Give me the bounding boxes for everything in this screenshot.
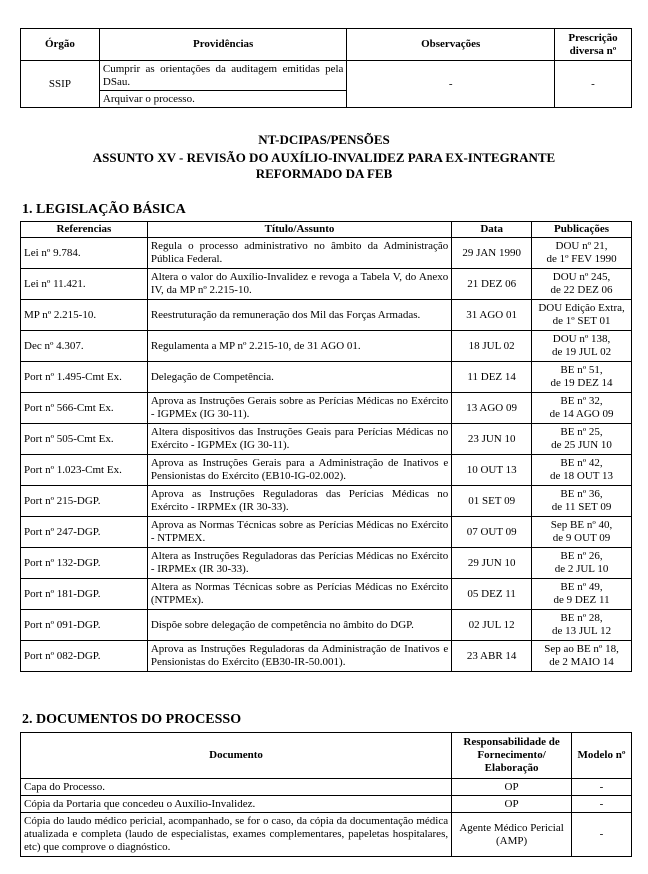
- publicacao-line-1: Sep BE nº 40,: [550, 519, 613, 531]
- table-row: [21, 424, 632, 455]
- publicacao-cell: [532, 517, 632, 548]
- referencia-cell: Port nº 132-DGP.: [21, 548, 148, 579]
- publicacao-line-2: de 25 JUN 10: [551, 439, 612, 451]
- table-row: [21, 300, 632, 331]
- publicacao-line-2: de 9 OUT 09: [552, 532, 611, 544]
- data-cell: 05 DEZ 11: [452, 579, 532, 610]
- table-row: [21, 269, 632, 300]
- referencia-cell: Port nº 082-DGP.: [21, 641, 148, 672]
- publicacao-line-1: BE nº 28,: [560, 612, 603, 624]
- publicacao-line-2: de 9 DEZ 11: [553, 594, 610, 606]
- publicacao-line-2: de 18 OUT 13: [550, 470, 614, 482]
- publicacao-line-1: BE nº 32,: [560, 395, 603, 407]
- table-row: [21, 486, 632, 517]
- table-row: [21, 331, 632, 362]
- header-data: Data: [452, 222, 532, 238]
- publicacao-line-2: de 2 MAIO 14: [549, 656, 614, 668]
- observacoes-cell: -: [347, 61, 555, 108]
- publicacao-line-1: DOU Edição Extra,: [538, 302, 625, 314]
- publicacao-cell: [532, 486, 632, 517]
- data-cell: 29 JUN 10: [452, 548, 532, 579]
- publicacao-cell: [532, 641, 632, 672]
- publicacao-cell: [532, 300, 632, 331]
- section2-title: 2. DOCUMENTOS DO PROCESSO: [22, 712, 242, 727]
- responsabilidade-cell: OP: [452, 779, 572, 796]
- table-row: [21, 362, 632, 393]
- table-row: [21, 813, 632, 857]
- documento-cell: Capa do Processo.: [21, 779, 452, 796]
- referencia-cell: Dec nº 4.307.: [21, 331, 148, 362]
- data-cell: 11 DEZ 14: [452, 362, 532, 393]
- referencia-cell: Port nº 566-Cmt Ex.: [21, 393, 148, 424]
- publicacao-line-1: DOU nº 21,: [555, 240, 608, 252]
- publicacao-line-2: de 19 DEZ 14: [550, 377, 613, 389]
- header-titulo: Título/Assunto: [147, 222, 451, 238]
- data-cell: 23 ABR 14: [452, 641, 532, 672]
- referencia-cell: Port nº 247-DGP.: [21, 517, 148, 548]
- publicacao-line-1: DOU nº 138,: [552, 333, 611, 345]
- header-prescricao: Prescrição diversa nº: [555, 29, 632, 61]
- publicacao-line-1: BE nº 42,: [560, 457, 603, 469]
- titulo-cell: Dispõe sobre delegação de competência no âmbito do DGP.: [147, 610, 451, 641]
- titulo-cell: Aprova as Instruções Gerais para a Administração de Inativos e Pensionistas do Exército (EB10-IG-02.002).: [147, 455, 451, 486]
- header-publicacoes: Publicações: [532, 222, 632, 238]
- table-row: [21, 517, 632, 548]
- publicacao-line-2: de 14 AGO 09: [549, 408, 614, 420]
- publicacao-line-1: BE nº 51,: [560, 364, 603, 376]
- publicacao-line-2: de 22 DEZ 06: [550, 284, 613, 296]
- data-cell: 10 OUT 13: [452, 455, 532, 486]
- table-row: [21, 548, 632, 579]
- publicacao-line-2: de 13 JUL 12: [551, 625, 612, 637]
- data-cell: 07 OUT 09: [452, 517, 532, 548]
- titulo-cell: Altera as Normas Técnicas sobre as Perícias Médicas no Exército (NTPMEx).: [147, 579, 451, 610]
- prescricao-cell: -: [555, 61, 632, 108]
- titulo-cell: Aprova as Instruções Reguladoras da Administração de Inativos e Pensionistas do Exército (EB30-IR-50.001).: [147, 641, 451, 672]
- publicacao-line-2: de 1º SET 01: [552, 315, 611, 327]
- publicacao-line-1: DOU nº 245,: [552, 271, 611, 283]
- referencia-cell: Port nº 215-DGP.: [21, 486, 148, 517]
- publicacao-line-2: de 19 JUL 02: [551, 346, 612, 358]
- titulo-cell: Aprova as Instruções Reguladoras das Perícias Médicas no Exército - IRPMEx (IR 30-33).: [147, 486, 451, 517]
- publicacao-cell: [532, 331, 632, 362]
- header-orgao: Órgão: [21, 29, 100, 61]
- publicacao-cell: [532, 548, 632, 579]
- publicacao-cell: [532, 238, 632, 269]
- data-cell: 01 SET 09: [452, 486, 532, 517]
- publicacao-cell: [532, 579, 632, 610]
- titulo-cell: Altera as Instruções Reguladoras das Perícias Médicas no Exército - IRPMEx (IR 30-33).: [147, 548, 451, 579]
- header-responsabilidade: Responsabilidade de Fornecimento/ Elaboração: [452, 733, 572, 779]
- section1-title: 1. LEGISLAÇÃO BÁSICA: [22, 202, 186, 217]
- table-row: [21, 796, 632, 813]
- header-providencias: Providências: [99, 29, 347, 61]
- data-cell: 29 JAN 1990: [452, 238, 532, 269]
- titulo-cell: Aprova as Instruções Gerais sobre as Perícias Médicas no Exército - IGPMEx (IG 30-11).: [147, 393, 451, 424]
- publicacao-line-1: BE nº 49,: [560, 581, 603, 593]
- providencia-1: Cumprir as orientações da auditagem emitidas pela DSau.: [99, 61, 347, 91]
- table-row: [21, 610, 632, 641]
- data-cell: 31 AGO 01: [452, 300, 532, 331]
- table-row: [21, 579, 632, 610]
- header-observacoes: Observações: [347, 29, 555, 61]
- titulo-cell: Regulamenta a MP nº 2.215-10, de 31 AGO 01.: [147, 331, 451, 362]
- table-row: [21, 455, 632, 486]
- publicacao-cell: [532, 455, 632, 486]
- publicacao-cell: [532, 362, 632, 393]
- table-row: [21, 393, 632, 424]
- header-referencias: Referencias: [21, 222, 148, 238]
- assunto-title-cont: REFORMADO DA FEB: [255, 166, 393, 181]
- titulo-cell: Delegação de Competência.: [147, 362, 451, 393]
- referencia-cell: Port nº 091-DGP.: [21, 610, 148, 641]
- data-cell: 21 DEZ 06: [452, 269, 532, 300]
- modelo-cell: -: [572, 796, 632, 813]
- referencia-cell: Port nº 181-DGP.: [21, 579, 148, 610]
- nt-title: NT-DCIPAS/PENSÕES: [258, 132, 390, 147]
- titulo-cell: Reestruturação da remuneração dos Mil das Forças Armadas.: [147, 300, 451, 331]
- table-row: [21, 238, 632, 269]
- referencia-cell: Port nº 505-Cmt Ex.: [21, 424, 148, 455]
- header-documento: Documento: [21, 733, 452, 779]
- titulo-cell: Regula o processo administrativo no âmbito da Administração Pública Federal.: [147, 238, 451, 269]
- referencia-cell: MP nº 2.215-10.: [21, 300, 148, 331]
- publicacao-line-1: Sep ao BE nº 18,: [544, 643, 619, 655]
- publicacao-line-2: de 11 SET 09: [551, 501, 612, 513]
- publicacao-cell: [532, 393, 632, 424]
- legislacao-table: [20, 221, 632, 672]
- referencia-cell: Lei nº 11.421.: [21, 269, 148, 300]
- responsabilidade-cell: OP: [452, 796, 572, 813]
- documento-cell: Cópia da Portaria que concedeu o Auxílio-Invalidez.: [21, 796, 452, 813]
- publicacao-line-1: BE nº 36,: [560, 488, 603, 500]
- modelo-cell: -: [572, 779, 632, 796]
- data-cell: 18 JUL 02: [452, 331, 532, 362]
- table-row: [21, 641, 632, 672]
- publicacao-line-2: de 1º FEV 1990: [546, 253, 617, 265]
- publicacao-line-1: BE nº 26,: [560, 550, 603, 562]
- publicacao-cell: [532, 610, 632, 641]
- publicacao-line-2: de 2 JUL 10: [554, 563, 609, 575]
- data-cell: 02 JUL 12: [452, 610, 532, 641]
- referencia-cell: Port nº 1.023-Cmt Ex.: [21, 455, 148, 486]
- table-row: [21, 779, 632, 796]
- providencias-table: [20, 28, 632, 108]
- publicacao-cell: [532, 269, 632, 300]
- publicacao-line-1: BE nº 25,: [560, 426, 603, 438]
- header-modelo: Modelo nº: [572, 733, 632, 779]
- data-cell: 13 AGO 09: [452, 393, 532, 424]
- referencia-cell: Lei nº 9.784.: [21, 238, 148, 269]
- titulo-cell: Altera o valor do Auxílio-Invalidez e revoga a Tabela V, do Anexo IV, da MP nº 2.215-10.: [147, 269, 451, 300]
- providencia-2: Arquivar o processo.: [99, 91, 347, 108]
- documento-cell: Cópia do laudo médico pericial, acompanhado, se for o caso, da cópia da documentação médica atualizada e completa (laudo de especialistas, exames complementares, papeletas hospitalares, etc) que comprove o diagnóstico.: [21, 813, 452, 857]
- data-cell: 23 JUN 10: [452, 424, 532, 455]
- assunto-title: ASSUNTO XV - REVISÃO DO AUXÍLIO-INVALIDEZ PARA EX-INTEGRANTE: [92, 150, 556, 165]
- documentos-table: [20, 732, 632, 857]
- publicacao-cell: [532, 424, 632, 455]
- responsabilidade-cell: Agente Médico Pericial (AMP): [452, 813, 572, 857]
- modelo-cell: -: [572, 813, 632, 857]
- orgao-cell: SSIP: [21, 61, 100, 108]
- referencia-cell: Port nº 1.495-Cmt Ex.: [21, 362, 148, 393]
- titulo-cell: Aprova as Normas Técnicas sobre as Perícias Médicas no Exército - NTPMEX.: [147, 517, 451, 548]
- titulo-cell: Altera dispositivos das Instruções Geais para Perícias Médicas no Exército - IGPMEx (IG 30-11).: [147, 424, 451, 455]
